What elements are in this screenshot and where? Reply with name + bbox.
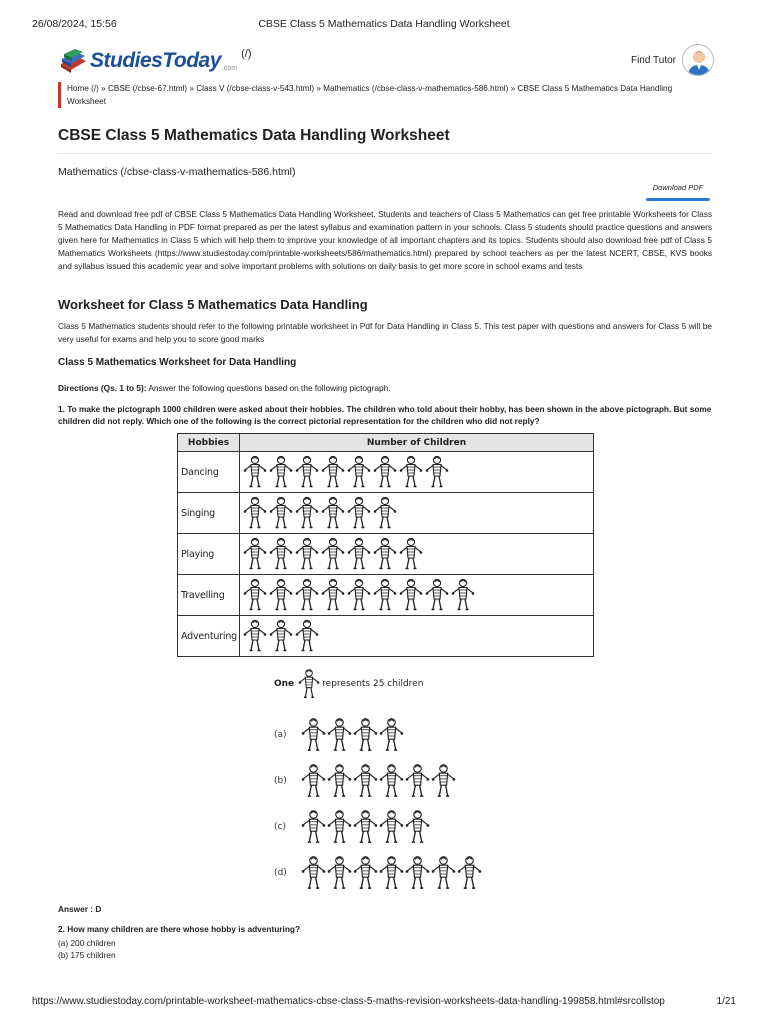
hobby-name: Singing <box>178 493 240 534</box>
child-figure-icon <box>295 578 319 612</box>
print-datetime: 26/08/2024, 15:56 <box>32 18 117 30</box>
option-label: (b) <box>274 776 287 786</box>
child-figure-icon <box>301 717 326 753</box>
child-figure-icon <box>379 763 404 799</box>
child-figure-icon <box>347 537 371 571</box>
books-icon <box>58 46 88 76</box>
child-figure-icon <box>295 537 319 571</box>
question-1: 1. To make the pictograph 1000 children were asked about their hobbies. The children who told about their hobby, has been shown in the above pictograph. But some children did not reply. Which one of the following is the correct pictorial representation for the children who did not reply? <box>58 404 712 426</box>
answer-option <box>274 712 482 758</box>
child-figure-icon <box>431 855 456 891</box>
print-url: https://www.studiestoday.com/printable-worksheet-mathematics-cbse-class-5-maths-revision-worksheets-data-handling-199858.html#srcollstop <box>32 996 665 1007</box>
directions-label: Directions (Qs. 1 to 5): <box>58 383 147 393</box>
brand-dotcom: .com <box>221 65 238 72</box>
answer-option <box>274 758 482 804</box>
child-figure-icon <box>373 496 397 530</box>
child-figure-icon <box>295 619 319 653</box>
child-figure-icon <box>321 537 345 571</box>
download-pdf-label: Download PDF <box>652 183 704 192</box>
child-figure-icon <box>327 717 352 753</box>
directions-text: Answer the following questions based on the following pictograph. <box>146 383 391 393</box>
child-figure-icon <box>451 578 475 612</box>
child-figure-icon <box>321 578 345 612</box>
child-figure-icon <box>399 537 423 571</box>
child-figure-icon <box>457 855 482 891</box>
download-underline <box>646 198 710 201</box>
print-title: CBSE Class 5 Mathematics Data Handling Worksheet <box>258 18 510 30</box>
option-label: (c) <box>274 822 286 832</box>
child-figure-icon <box>243 496 267 530</box>
child-figure-icon <box>399 578 423 612</box>
pictograph-row <box>178 493 594 534</box>
option-figures <box>301 809 430 845</box>
hobby-figures <box>240 534 594 575</box>
pictograph-row <box>178 534 594 575</box>
child-figure-icon <box>347 578 371 612</box>
answer-1: Answer : D <box>58 904 102 914</box>
child-figure-icon <box>353 717 378 753</box>
subject-link[interactable]: Mathematics (/cbse-class-v-mathematics-586.html) <box>58 166 296 178</box>
child-figure-icon <box>321 455 345 489</box>
child-figure-icon <box>298 668 320 700</box>
question-2-options <box>58 937 116 961</box>
child-figure-icon <box>405 809 430 845</box>
pictograph-row <box>178 575 594 616</box>
child-figure-icon <box>243 619 267 653</box>
child-figure-icon <box>399 455 423 489</box>
pictograph-table <box>177 433 594 657</box>
child-figure-icon <box>301 763 326 799</box>
hobby-name: Playing <box>178 534 240 575</box>
child-figure-icon <box>425 578 449 612</box>
option-figures <box>301 763 456 799</box>
hobby-figures <box>240 493 594 534</box>
pictograph-key <box>274 668 423 700</box>
option-figures <box>301 717 404 753</box>
child-figure-icon <box>373 455 397 489</box>
child-figure-icon <box>405 855 430 891</box>
hobby-figures <box>240 575 594 616</box>
download-pdf-button[interactable] <box>646 183 710 201</box>
child-figure-icon <box>243 578 267 612</box>
child-figure-icon <box>269 455 293 489</box>
child-figure-icon <box>301 809 326 845</box>
find-tutor-link[interactable] <box>631 44 714 76</box>
child-figure-icon <box>347 455 371 489</box>
child-figure-icon <box>243 537 267 571</box>
intro-paragraph: Read and download free pdf of CBSE Class 5 Mathematics Data Handling Worksheet. Students and teachers of Class 5 Mathematics can get free printable Worksheets for Class 5 Mathematics Data Handling in PDF format prepared as per the latest syllabus and examination pattern in your schools. Class 5 students should practice questions and answers given here for Mathematics in Class 5 which will help them to improve your knowledge of all important chapters and its topics. Students should also download free pdf of Class 5 Mathematics Worksheets (https://www.studiestoday.com/printable-worksheets/586/mathematics.html) prepared by school teachers as per the latest NCERT, CBSE, KVS books and syllabus issued this academic year and solve important problems with solutions on daily basis to get more score in school exams and tests <box>58 209 712 271</box>
child-figure-icon <box>269 496 293 530</box>
worksheet-heading: Class 5 Mathematics Worksheet for Data Handling <box>58 357 297 368</box>
child-figure-icon <box>379 717 404 753</box>
header-number-of-children: Number of Children <box>240 434 594 452</box>
child-figure-icon <box>379 809 404 845</box>
child-figure-icon <box>321 496 345 530</box>
child-figure-icon <box>425 455 449 489</box>
child-figure-icon <box>353 763 378 799</box>
child-figure-icon <box>405 763 430 799</box>
child-figure-icon <box>269 619 293 653</box>
answer-options <box>274 712 482 896</box>
child-figure-icon <box>327 763 352 799</box>
pictograph-row <box>178 616 594 657</box>
header-hobbies: Hobbies <box>178 434 240 452</box>
key-text: represents 25 children <box>322 679 424 689</box>
child-figure-icon <box>353 855 378 891</box>
child-figure-icon <box>431 763 456 799</box>
question-2-option: (b) 175 children <box>58 950 116 960</box>
directions <box>58 383 391 393</box>
answer-option <box>274 850 482 896</box>
child-figure-icon <box>353 809 378 845</box>
child-figure-icon <box>347 496 371 530</box>
hobby-name: Travelling <box>178 575 240 616</box>
child-figure-icon <box>327 855 352 891</box>
print-footer <box>32 996 736 1010</box>
find-tutor-label: Find Tutor <box>630 54 676 66</box>
tutor-avatar-icon <box>682 44 714 76</box>
child-figure-icon <box>269 537 293 571</box>
child-figure-icon <box>327 809 352 845</box>
hobby-name: Dancing <box>178 452 240 493</box>
option-label: (d) <box>274 868 287 878</box>
logo-link-text[interactable]: (/) <box>241 48 252 60</box>
child-figure-icon <box>243 455 267 489</box>
answer-option <box>274 804 482 850</box>
child-figure-icon <box>379 855 404 891</box>
pictograph-header-row <box>178 434 594 452</box>
breadcrumb[interactable]: Home (/) » CBSE (/cbse-67.html) » Class V (/cbse-class-v-543.html) » Mathematics (/cbse-class-v-mathematics-586.html) » CBSE Class 5 Mathematics Data Handling Worksheet <box>58 82 712 108</box>
print-page-number: 1/21 <box>716 996 736 1007</box>
hobby-figures <box>240 452 594 493</box>
child-figure-icon <box>295 496 319 530</box>
child-figure-icon <box>295 455 319 489</box>
brand-name: StudiesToday <box>90 49 221 72</box>
child-figure-icon <box>269 578 293 612</box>
child-figure-icon <box>301 855 326 891</box>
question-2-option: (a) 200 children <box>58 938 116 948</box>
key-one: One <box>274 679 295 689</box>
child-figure-icon <box>373 537 397 571</box>
hobby-figures <box>240 616 594 657</box>
page-title: CBSE Class 5 Mathematics Data Handling Worksheet <box>58 127 712 154</box>
option-figures <box>301 855 482 891</box>
site-logo[interactable] <box>58 44 251 78</box>
child-figure-icon <box>373 578 397 612</box>
print-header <box>32 18 736 32</box>
hobby-name: Adventuring <box>178 616 240 657</box>
section-paragraph: Class 5 Mathematics students should refer to the following printable worksheet in Pdf for Data Handling in Class 5. This test paper with questions and answers for Class 5 will be very useful for exams and help you to score good marks <box>58 321 712 344</box>
question-2: 2. How many children are there whose hobby is adventuring? <box>58 924 301 934</box>
pictograph-row <box>178 452 594 493</box>
option-label: (a) <box>274 730 287 740</box>
section-heading: Worksheet for Class 5 Mathematics Data Handling <box>58 297 368 312</box>
